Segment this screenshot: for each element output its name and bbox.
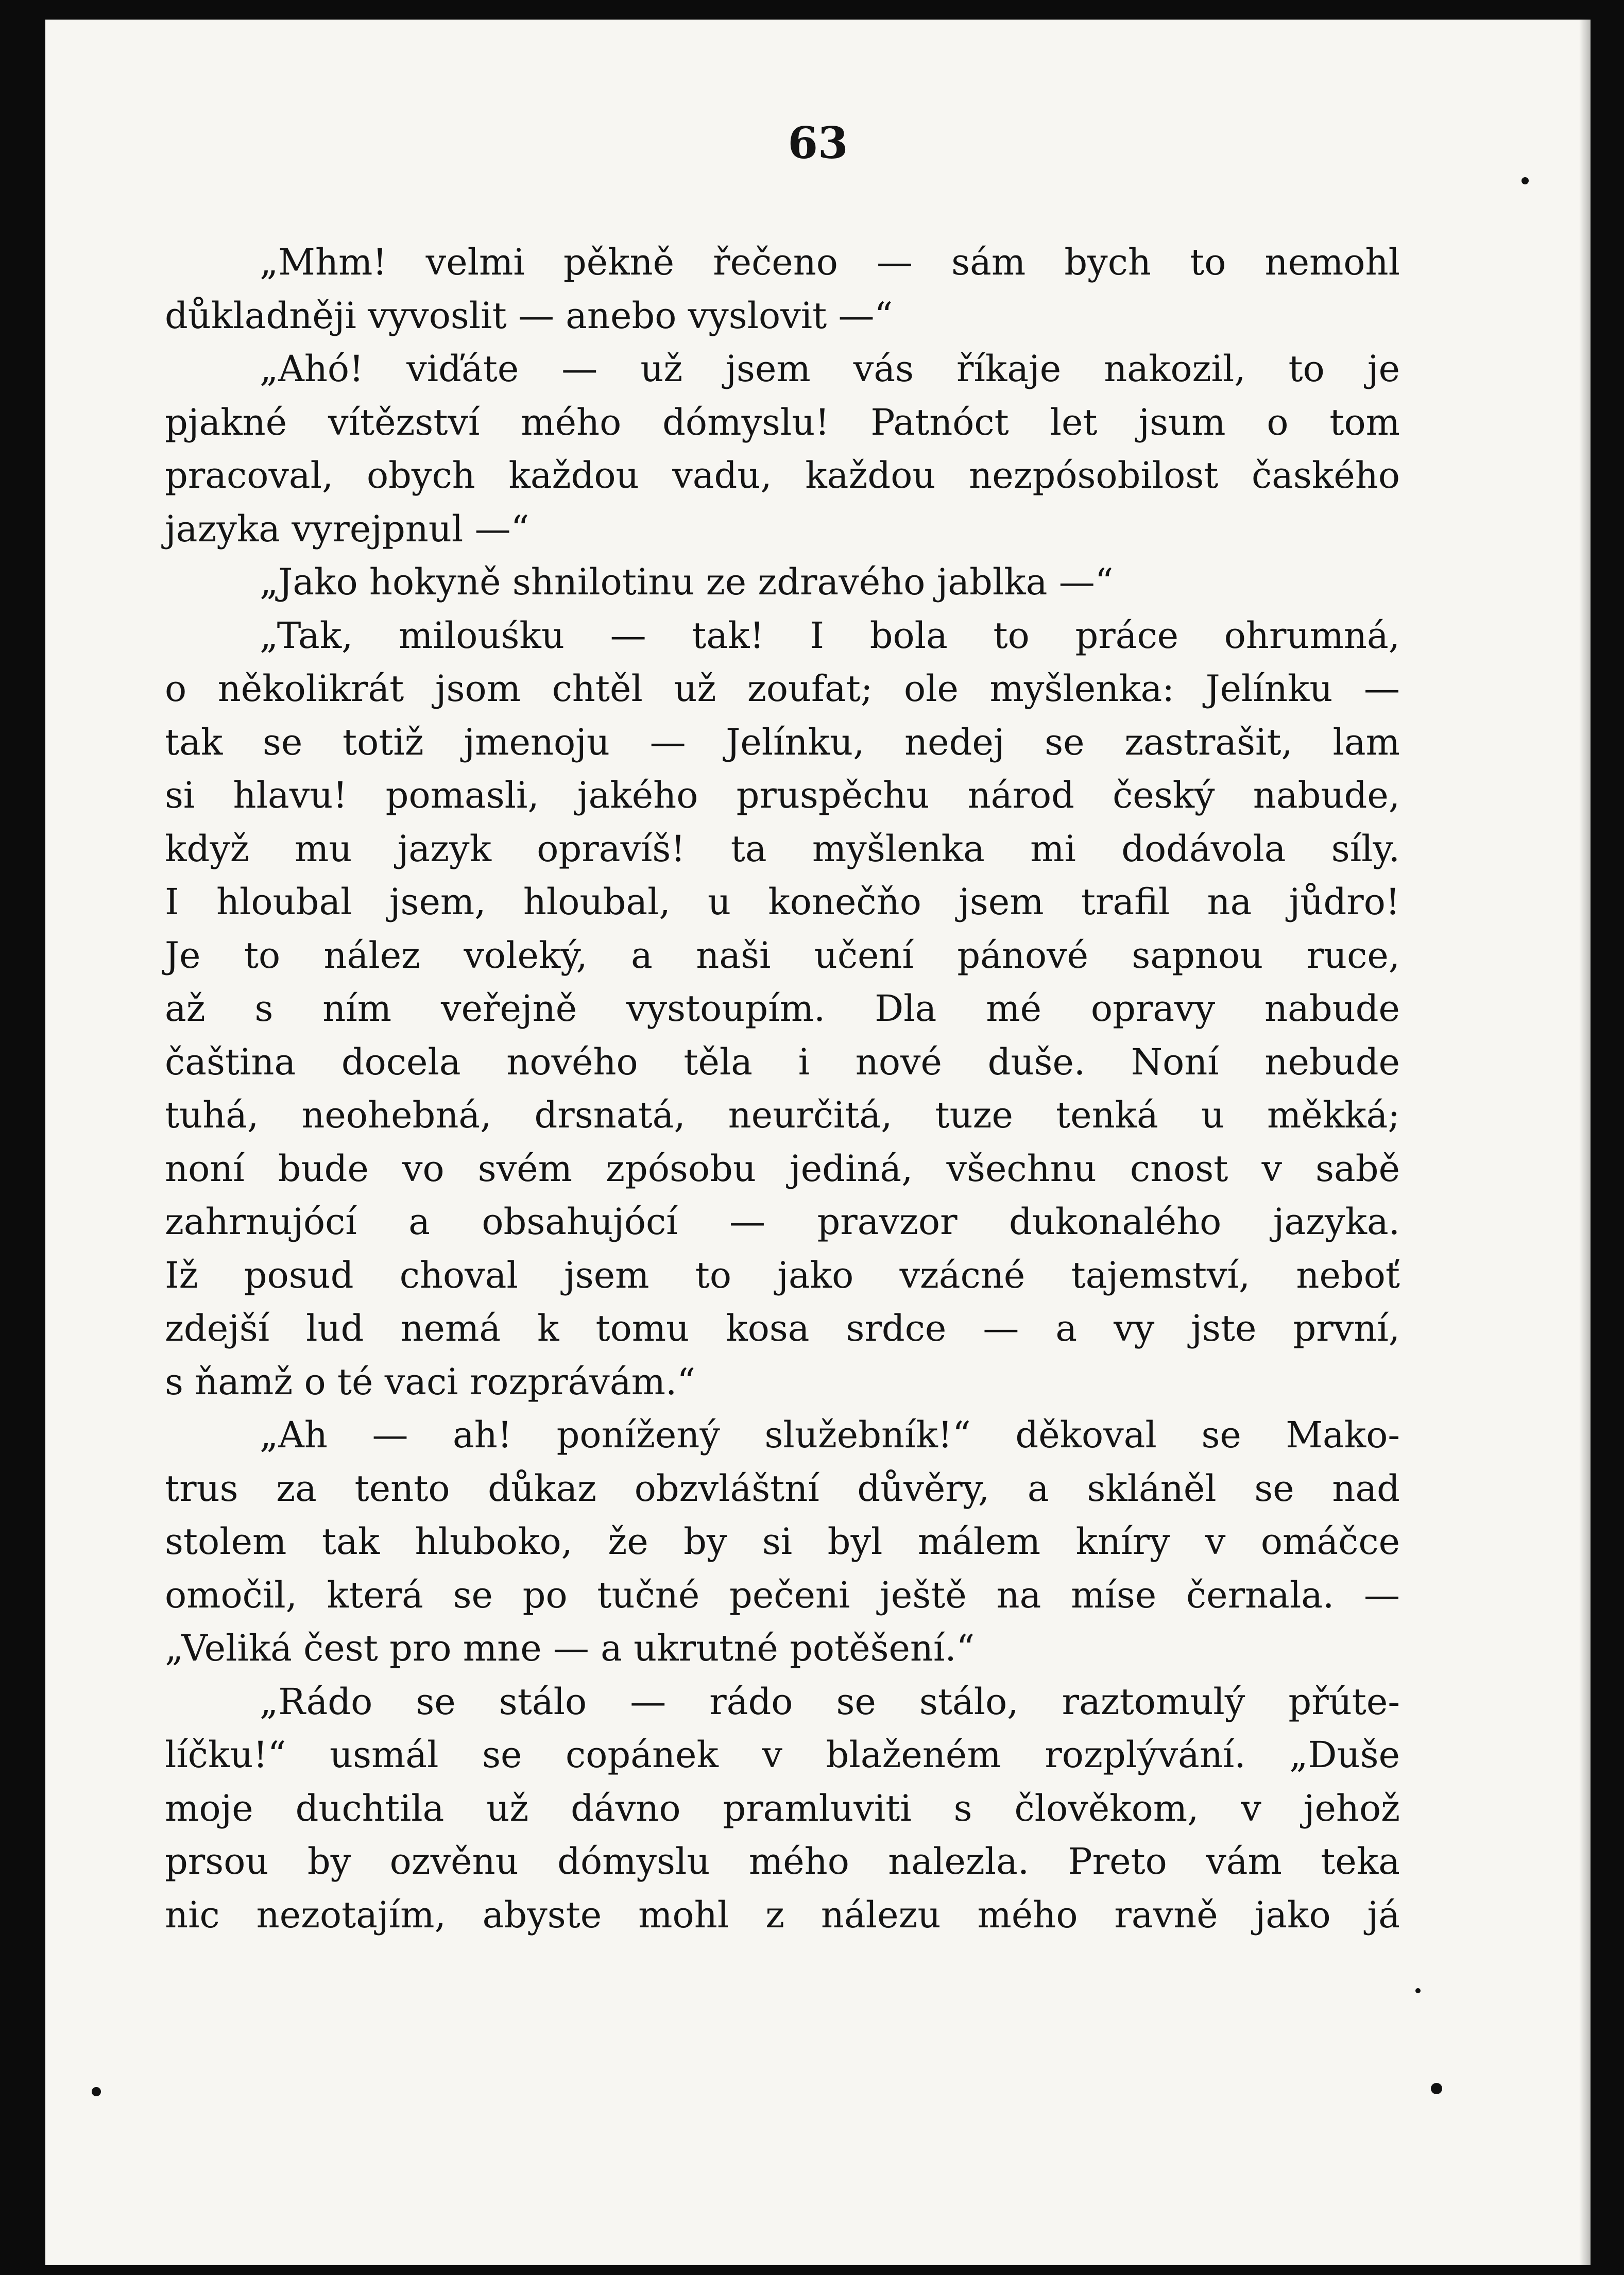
book-page: [45, 20, 1591, 2265]
text-line: stolem tak hluboko, že by si byl málem kníry v omáčce: [165, 1520, 1400, 1563]
text-line: prsou by ozvěnu dómyslu mého nalezla. Preto vám teka: [165, 1840, 1400, 1883]
text-line: si hlavu! pomasli, jakého pruspěchu národ český nabude,: [165, 774, 1400, 816]
text-line: noní bude vo svém zpósobu jediná, všechnu cnost v sabě: [165, 1147, 1400, 1190]
print-speck: [1415, 1988, 1421, 1993]
page-edge-shadow: [1579, 20, 1591, 2265]
text-line: jazyka vyrejpnul —“: [165, 507, 529, 550]
text-line: Iž posud choval jsem to jako vzácné tajemství, neboť: [165, 1254, 1400, 1296]
text-line: Je to nález voleký, a naši učení pánové sapnou ruce,: [165, 934, 1400, 977]
text-line: tak se totiž jmenoju — Jelínku, nedej se zastrašit, lam: [165, 721, 1400, 763]
text-line: trus za tento důkaz obzvláštní důvěry, a skláněl se nad: [165, 1467, 1400, 1510]
text-line: I hloubal jsem, hloubal, u konečňo jsem trafil na jůdro!: [165, 881, 1400, 923]
text-line: pjakné vítězství mého dómyslu! Patnóct let jsum o tom: [165, 401, 1400, 443]
page-number: 63: [788, 117, 848, 168]
text-line: důkladněji vyvoslit — anebo vyslovit —“: [165, 294, 893, 337]
text-line: až s ním veřejně vystoupím. Dla mé opravy nabude: [165, 987, 1400, 1030]
text-line: „Jako hokyně shnilotinu ze zdravého jablka —“: [260, 561, 1114, 603]
print-speck: [1431, 2083, 1442, 2094]
text-line: tuhá, neohebná, drsnatá, neurčitá, tuze tenká u měkká;: [165, 1094, 1400, 1136]
text-line: zahrnujócí a obsahujócí — pravzor dukonalého jazyka.: [165, 1201, 1400, 1243]
text-line: čaština docela nového těla i nové duše. Noní nebude: [165, 1040, 1400, 1083]
text-line: „Veliká čest pro mne — a ukrutné potěšení.“: [165, 1627, 975, 1669]
text-line: když mu jazyk opravíš! ta myšlenka mi dodávola síly.: [165, 827, 1400, 870]
text-line: „Mhm! velmi pěkně řečeno — sám bych to nemohl: [260, 241, 1400, 283]
text-line: nic nezotajím, abyste mohl z nálezu mého ravně jako já: [165, 1893, 1400, 1936]
text-line: „Ahó! viďáte — už jsem vás říkaje nakozil, to je: [260, 348, 1400, 390]
text-line: „Tak, milouśku — tak! I bola to práce ohrumná,: [260, 614, 1400, 657]
text-line: „Rádo se stálo — rádo se stálo, raztomulý přúte-: [260, 1680, 1400, 1723]
text-line: pracoval, obych každou vadu, každou nezpósobilost čaského: [165, 454, 1400, 497]
text-line: líčku!“ usmál se copánek v blaženém rozplývání. „Duše: [165, 1734, 1400, 1776]
text-line: „Ah — ah! ponížený služebník!“ děkoval se Mako-: [260, 1414, 1400, 1456]
body-text: [165, 236, 1400, 1942]
text-line: moje duchtila už dávno pramluviti s člověkom, v jehož: [165, 1787, 1400, 1829]
text-line: s ňamž o té vaci rozprávám.“: [165, 1360, 696, 1403]
text-line: zdejší lud nemá k tomu kosa srdce — a vy jste první,: [165, 1307, 1400, 1349]
text-line: omočil, která se po tučné pečeni ještě na míse černala. —: [165, 1573, 1400, 1616]
text-line: o několikrát jsom chtěl už zoufat; ole myšlenka: Jelínku —: [165, 668, 1400, 710]
print-speck: [92, 2087, 101, 2096]
print-speck: [1522, 177, 1529, 184]
